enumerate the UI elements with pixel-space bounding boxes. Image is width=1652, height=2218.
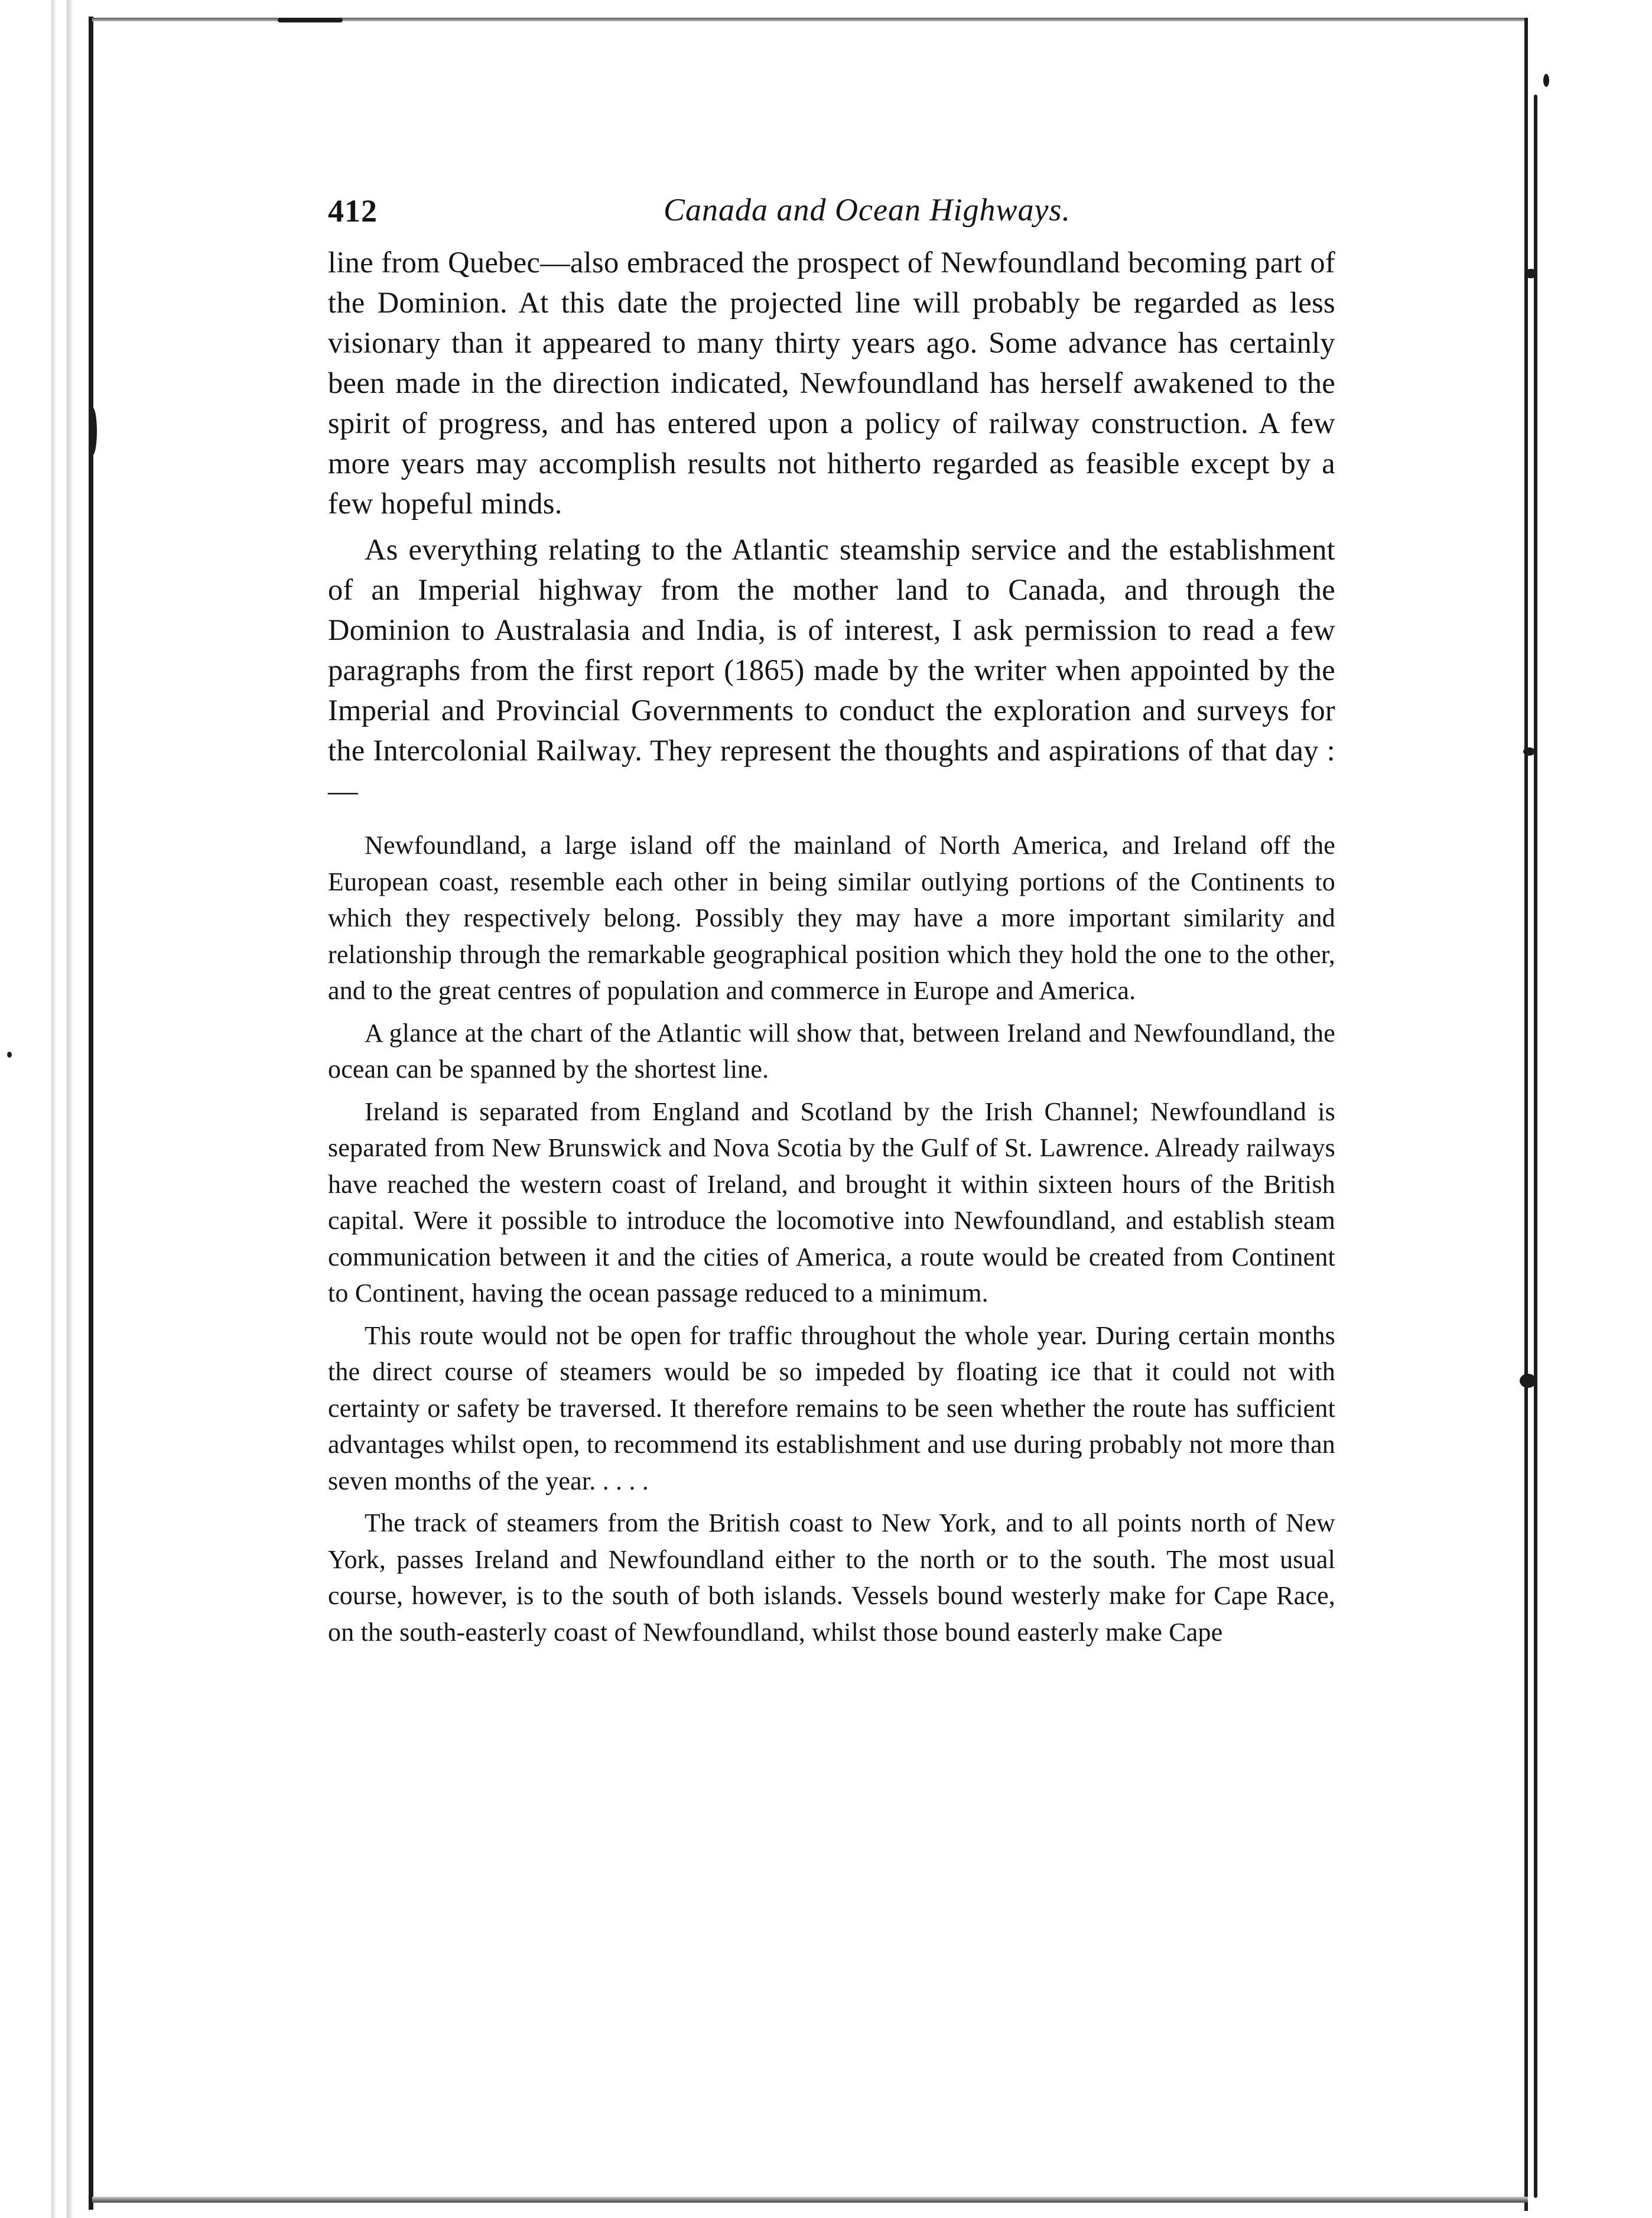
running-title: Canada and Ocean Highways. — [664, 192, 1071, 227]
scan-speck — [1524, 269, 1537, 278]
page-number: 412 — [328, 193, 378, 229]
scan-left-edge — [0, 0, 89, 2218]
scan-left-border — [89, 17, 93, 2210]
scan-speck — [1520, 1374, 1536, 1388]
scan-speck — [1523, 747, 1535, 756]
quoted-report-extract — [328, 827, 1335, 1650]
quote-paragraph: The track of steamers from the British coast to New York, and to all points north of New York, passes Ireland and Newfoundland either to the north or to the south. The most usual course, however, is to the south of both islands. Vessels bound westerly make for Cape Race, on the south-easterly coast of Newfoundland, whilst those bound easterly make Cape — [328, 1508, 1335, 1647]
book-page — [328, 177, 1335, 1650]
scan-bottom-border — [92, 2197, 1528, 2203]
scan-speck — [1543, 74, 1549, 87]
quote-paragraph: Newfoundland, a large island off the mainland of North America, and Ireland off the European coast, resemble each other in being similar outlying portions of the Continents to which they respectively belong. Possibly they may have a more important similarity and relationship through the remarkable geographical position which they hold the one to the other, and to the great centres of population and commerce in Europe and America. — [328, 831, 1335, 1005]
scan-speck — [89, 408, 97, 455]
quote-paragraph: A glance at the chart of the Atlantic will show that, between Ireland and Newfoundland, the ocean can be spanned by the shortest line. — [328, 1018, 1335, 1084]
body-paragraph: line from Quebec—also embraced the prospect of Newfoundland becoming part of the Dominion. At this date the projected line will probably be regarded as less visionary than it appeared to many thirty years ago. Some advance has certainly been made in the direction indicated, Newfoundland has herself awakened to the spirit of progress, and has entered upon a policy of railway construction. A few more years may accomplish results not hitherto regarded as feasible except by a few hopeful minds. — [328, 246, 1335, 520]
scan-right-margin — [1528, 0, 1652, 2218]
scan-speck — [7, 1052, 12, 1058]
running-head — [328, 177, 1335, 242]
quote-paragraph: This route would not be open for traffic throughout the whole year. During certain months the direct course of steamers would be so impeded by floating ice that it could not with certainty or safety be traversed. It therefore remains to be seen whether the route has sufficient advantages whilst open, to recommend its establishment and use during probably not more than seven months of the year. . . . . — [328, 1321, 1335, 1495]
scan-binding-thread — [1534, 95, 1537, 2198]
quote-paragraph: Ireland is separated from England and Scotland by the Irish Channel; Newfoundland is separated from New Brunswick and Nova Scotia by the Gulf of St. Lawrence. Already railways have reached the western coast of Ireland, and brought it within sixteen hours of the British capital. Were it possible to introduce the locomotive into Newfoundland, and establish steam communication between it and the cities of America, a route would be created from Continent to Continent, having the ocean passage reduced to a minimum. — [328, 1097, 1335, 1308]
scan-top-mark — [278, 18, 343, 22]
body-paragraph: As everything relating to the Atlantic steamship service and the establishment of an Imperial highway from the mother land to Canada, and through the Dominion to Australasia and India, is of interest, I ask permission to read a few paragraphs from the first report (1865) made by the writer when appointed by the Imperial and Provincial Governments to conduct the exploration and surveys for the Intercolonial Railway. They represent the thoughts and aspirations of that day :— — [328, 533, 1335, 807]
